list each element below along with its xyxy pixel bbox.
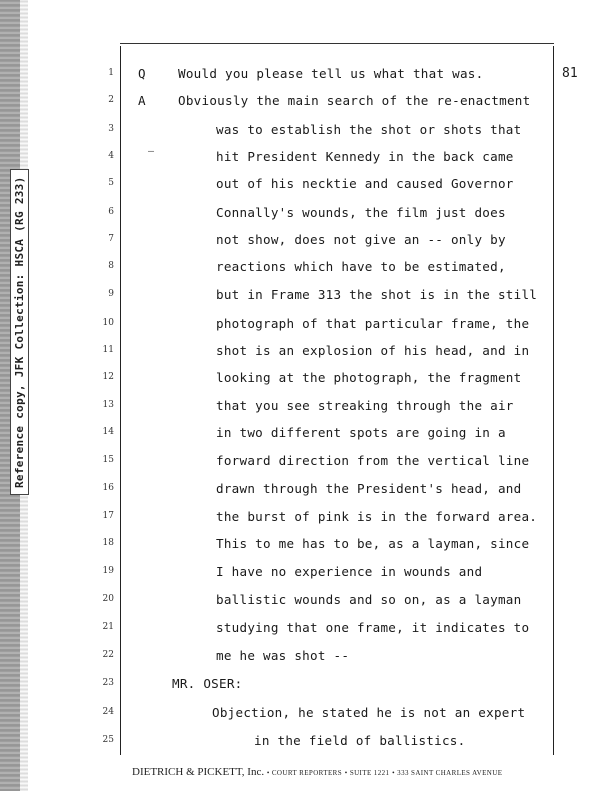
transcript-line-text: hit President Kennedy in the back came	[216, 149, 514, 164]
reporter-footer: DIETRICH & PICKETT, Inc. • COURT REPORTERS • SUITE 1221 • 333 SAINT CHARLES AVENUE	[132, 766, 503, 778]
qa-marker: Q	[138, 66, 146, 81]
line-number: 14	[102, 427, 114, 437]
line-number: 5	[108, 178, 114, 188]
transcript-line-text: photograph of that particular frame, the	[216, 316, 530, 331]
transcript-line-text: Objection, he stated he is not an expert	[212, 705, 526, 720]
line-number: 11	[102, 345, 114, 355]
line-number: 7	[108, 234, 114, 244]
line-number: 21	[102, 622, 114, 632]
footer-court: COURT REPORTERS	[271, 769, 343, 777]
transcript-line-text: that you see streaking through the air	[216, 398, 514, 413]
line-number: 16	[102, 483, 114, 493]
transcript-line-text: the burst of pink is in the forward area.	[216, 509, 538, 524]
line-number: 17	[102, 511, 114, 521]
line-number: 12	[102, 372, 114, 382]
transcript-line-text: was to establish the shot or shots that	[216, 122, 522, 137]
line-number: 9	[108, 289, 114, 299]
line-number: 1	[108, 68, 114, 78]
transcript-line-text: not show, does not give an -- only by	[216, 232, 506, 247]
transcript-line-text: in two different spots are going in a	[216, 425, 506, 440]
line-number: 4	[108, 151, 114, 161]
page-number: 81	[562, 66, 578, 81]
line-number: 2	[108, 95, 114, 105]
line-number: 10	[102, 318, 114, 328]
line-number: 3	[108, 124, 114, 134]
footer-address: 333 SAINT CHARLES AVENUE	[397, 769, 503, 777]
collection-stamp: Reference copy, JFK Collection: HSCA (RG 233)	[10, 169, 29, 495]
page-frame-top	[120, 43, 554, 44]
transcript-line-text: MR. OSER:	[172, 676, 243, 691]
stray-mark: –	[148, 146, 155, 157]
transcript-line-text: me he was shot --	[216, 648, 350, 663]
transcript-line-text: Obviously the main search of the re-enactment	[178, 93, 531, 108]
line-number: 8	[108, 261, 114, 271]
transcript-line-text: out of his necktie and caused Governor	[216, 176, 514, 191]
line-number: 20	[102, 594, 114, 604]
transcript-line-text: in the field of ballistics.	[254, 733, 466, 748]
transcript-line-text: studying that one frame, it indicates to	[216, 620, 530, 635]
line-number: 6	[108, 207, 114, 217]
transcript-line-text: This to me has to be, as a layman, since	[216, 536, 530, 551]
transcript-line-text: Connally's wounds, the film just does	[216, 205, 506, 220]
transcript-line-text: drawn through the President's head, and	[216, 481, 522, 496]
transcript-line-text: reactions which have to be estimated,	[216, 259, 506, 274]
line-number: 23	[102, 678, 114, 688]
footer-firm: DIETRICH & PICKETT, Inc.	[132, 766, 265, 778]
line-number: 22	[102, 650, 114, 660]
footer-suite: SUITE 1221	[349, 769, 390, 777]
line-number: 13	[102, 400, 114, 410]
line-number: 24	[102, 707, 114, 717]
line-number: 19	[102, 566, 114, 576]
line-number: 15	[102, 455, 114, 465]
transcript-line-text: but in Frame 313 the shot is in the still	[216, 287, 538, 302]
qa-marker: A	[138, 93, 146, 108]
line-number: 18	[102, 538, 114, 548]
transcript-line-text: ballistic wounds and so on, as a layman	[216, 592, 522, 607]
line-number: 25	[102, 735, 114, 745]
transcript-line-text: looking at the photograph, the fragment	[216, 370, 522, 385]
transcript-line-text: I have no experience in wounds and	[216, 564, 483, 579]
transcript-line-text: shot is an explosion of his head, and in	[216, 343, 530, 358]
transcript-line-text: forward direction from the vertical line	[216, 453, 530, 468]
transcript-line-text: Would you please tell us what that was.	[178, 66, 484, 81]
